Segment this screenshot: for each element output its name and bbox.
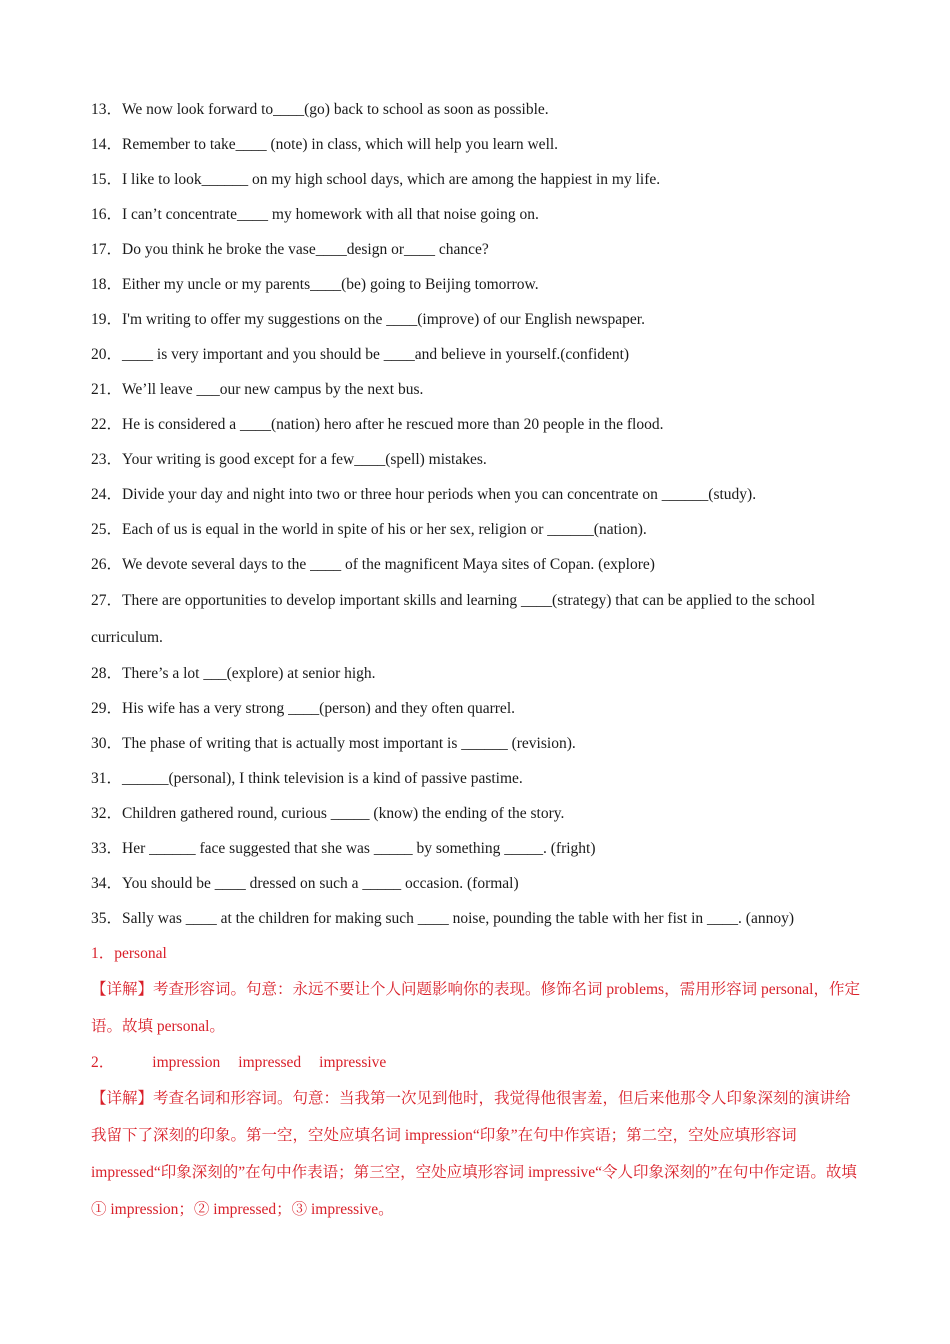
question-19: 19．I'm writing to offer my suggestions on the ____(improve) of our English newspaper.: [91, 311, 645, 328]
question-15: 15．I like to look______ on my high school days, which are among the happiest in my life.: [91, 171, 661, 188]
question-13: 13．We now look forward to____(go) back to school as soon as possible.: [91, 101, 549, 118]
answer-2: 2． impression impressed impressive: [91, 1054, 387, 1071]
question-31: 31．______(personal), I think television is a kind of passive pastime.: [91, 770, 523, 787]
question-32: 32．Children gathered round, curious _____ (know) the ending of the story.: [91, 805, 565, 822]
question-17: 17．Do you think he broke the vase____design or____ chance?: [91, 241, 489, 258]
answer-section: [91, 936, 866, 1228]
answer-1: 1．personal: [91, 945, 167, 962]
question-28: 28．There’s a lot ___(explore) at senior high.: [91, 665, 376, 682]
question-24: 24．Divide your day and night into two or three hour periods when you can concentrate on ______(study).: [91, 486, 757, 503]
question-25: 25．Each of us is equal in the world in spite of his or her sex, religion or ______(nation).: [91, 521, 647, 538]
question-20: 20．____ is very important and you should be ____and believe in yourself.(confident): [91, 346, 630, 363]
question-14: 14．Remember to take____ (note) in class, which will help you learn well.: [91, 136, 559, 153]
question-34: 34．You should be ____ dressed on such a _____ occasion. (formal): [91, 875, 519, 892]
question-26: 26．We devote several days to the ____ of the magnificent Maya sites of Copan. (explore): [91, 556, 655, 573]
question-30: 30．The phase of writing that is actually most important is ______ (revision).: [91, 735, 576, 752]
explanation-2: 【详解】考查名词和形容词。句意：当我第一次见到他时，我觉得他很害羞，但后来他那令人印象深刻的演讲给我留下了深刻的印象。第一空，空处应填名词 impression“印象”在句中作宾语；第二空，空处应填形容词 impressed“印象深刻的”在句中作表语；第三空，空处应填形容词 impressive“令人印象深刻的”在句中作定语。故填① impression；② impressed；③ impressive。: [91, 1090, 857, 1218]
question-29: 29．His wife has a very strong ____(person) and they often quarrel.: [91, 700, 515, 717]
question-18: 18．Either my uncle or my parents____(be) going to Beijing tomorrow.: [91, 276, 539, 293]
question-16: 16．I can’t concentrate____ my homework with all that noise going on.: [91, 206, 539, 223]
question-list: [91, 92, 866, 936]
question-35: 35．Sally was ____ at the children for making such ____ noise, pounding the table with her fist in ____. (annoy): [91, 910, 794, 927]
question-23: 23．Your writing is good except for a few____(spell) mistakes.: [91, 451, 487, 468]
question-27: 27．There are opportunities to develop important skills and learning ____(strategy) that can be applied to the school curriculum.: [91, 592, 816, 646]
document-page: [91, 92, 866, 1228]
question-21: 21．We’ll leave ___our new campus by the next bus.: [91, 381, 424, 398]
question-22: 22．He is considered a ____(nation) hero after he rescued more than 20 people in the flood.: [91, 416, 664, 433]
explanation-1: 【详解】考查形容词。句意：永远不要让个人问题影响你的表现。修饰名词 problems，需用形容词 personal，作定语。故填 personal。: [91, 981, 860, 1035]
question-33: 33．Her ______ face suggested that she was _____ by something _____. (fright): [91, 840, 596, 857]
